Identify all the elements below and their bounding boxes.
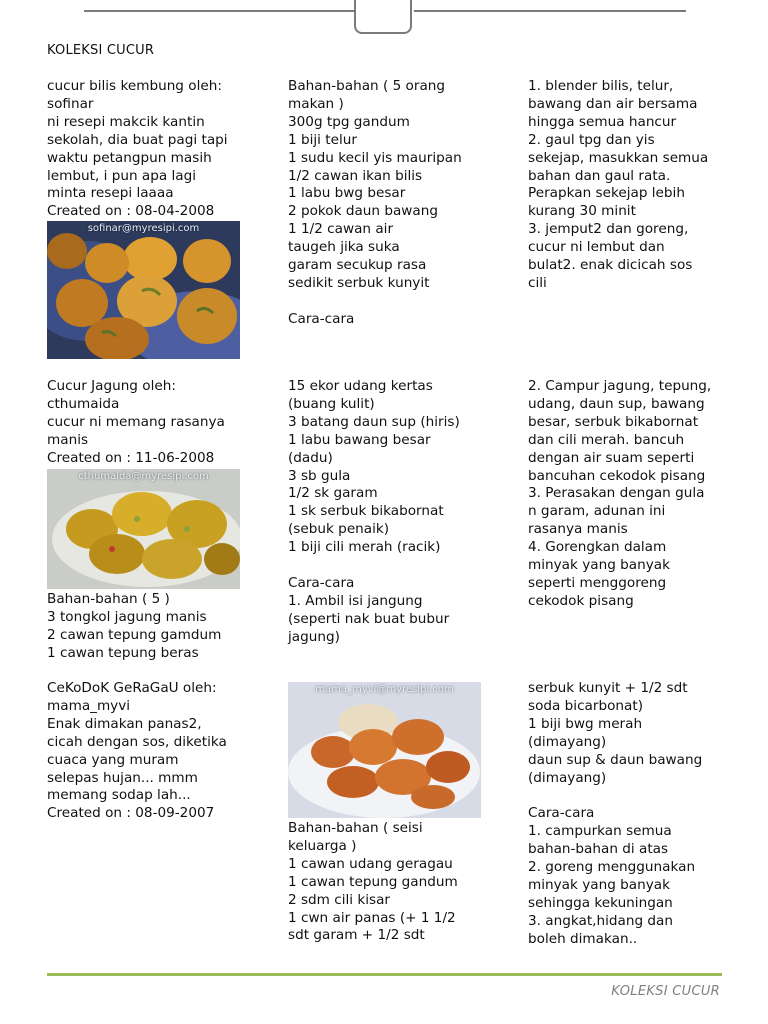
recipe3-ingredients: Bahan-bahan ( seisi keluarga ) 1 cawan udang geragau 1 cawan tepung gandum 2 sdm cili kisar 1 cwn air panas (+ 1 1/2 sdt garam + 1/2 sdt	[288, 820, 458, 944]
recipe1-steps: 1. blender bilis, telur, bawang dan air bersama hingga semua hancur 2. gaul tpg dan yis sekejap, masukkan semua bahan dan gaul rata. Perapkan sekejap lebih kurang 30 minit 3. jemput2 dan goreng, cucur ni lembut dan bulat2. enak dicicah sos cili	[528, 78, 709, 291]
recipe2-ingredients-start: Bahan-bahan ( 5 ) 3 tongkol jagung manis 2 cawan tepung gamdum 1 cawan tepung beras	[47, 591, 222, 661]
footer-rule	[47, 973, 722, 976]
recipe2-steps: 2. Campur jagung, tepung, udang, daun sup, bawang besar, serbuk bikabornat dan cili merah. bancuh dengan air suam seperti bancuhan cekodok pisang 3. Perasakan dengan gula n garam, adunan ini rasanya manis 4. Gorengkan dalam minyak yang banyak seperti menggoreng cekodok pisang	[528, 378, 712, 609]
recipe2-ingredients-cont: 15 ekor udang kertas (buang kulit) 3 batang daun sup (hiris) 1 labu bawang besar (dadu) 3 sb gula 1/2 sk garam 1 sk serbuk bikabornat (sebuk penaik) 1 biji cili merah (racik) Cara-cara 1. Ambil isi jangung (seperti nak buat bubur jagung)	[288, 378, 460, 645]
recipe3-photo-art	[288, 682, 481, 818]
recipe2-intro: Cucur Jagung oleh: cthumaida cucur ni memang rasanya manis Created on : 11-06-2008	[47, 378, 225, 466]
recipe3-photo-watermark: mama_myvi@myresipi.com	[315, 684, 454, 695]
recipe1-photo-watermark: sofinar@myresipi.com	[87, 223, 200, 234]
recipe3-steps: serbuk kunyit + 1/2 sdt soda bicarbonat) 1 biji bwg merah (dimayang) daun sup & daun bawang (dimayang) Cara-cara 1. campurkan semua bahan-bahan di atas 2. goreng menggunakan minyak yang banyak sehingga kekuningan 3. angkat,hidang dan boleh dimakan..	[528, 680, 703, 947]
header-tab-decoration	[354, 0, 412, 34]
header-rule-left	[84, 10, 354, 12]
recipe1-photo	[47, 221, 240, 359]
recipe1-ingredients: Bahan-bahan ( 5 orang makan ) 300g tpg gandum 1 biji telur 1 sudu kecil yis mauripan 1/2 cawan ikan bilis 1 labu bwg besar 2 pokok daun bawang 1 1/2 cawan air taugeh jika suka garam secukup rasa sedikit serbuk kunyit Cara-cara	[288, 78, 462, 327]
recipe3-photo	[288, 682, 481, 818]
document-title: KOLEKSI CUCUR	[47, 43, 155, 58]
recipe2-photo	[47, 469, 240, 589]
footer-title: KOLEKSI CUCUR	[611, 984, 720, 999]
recipe1-intro: cucur bilis kembung oleh: sofinar ni resepi makcik kantin sekolah, dia buat pagi tapi waktu petangpun masih lembut, i pun apa lagi minta resepi laaaa Created on : 08-04-2008	[47, 78, 228, 220]
recipe3-intro: CeKoDoK GeRaGaU oleh: mama_myvi Enak dimakan panas2, cicah dengan sos, diketika cuaca yang muram selepas hujan... mmm memang sodap lah... Created on : 08-09-2007	[47, 680, 227, 822]
recipe2-photo-watermark: cthumaida@myresipi.com	[78, 471, 209, 482]
recipe1-photo-art	[47, 221, 240, 359]
header-rule-right	[414, 10, 686, 12]
recipe2-photo-art	[47, 469, 240, 589]
